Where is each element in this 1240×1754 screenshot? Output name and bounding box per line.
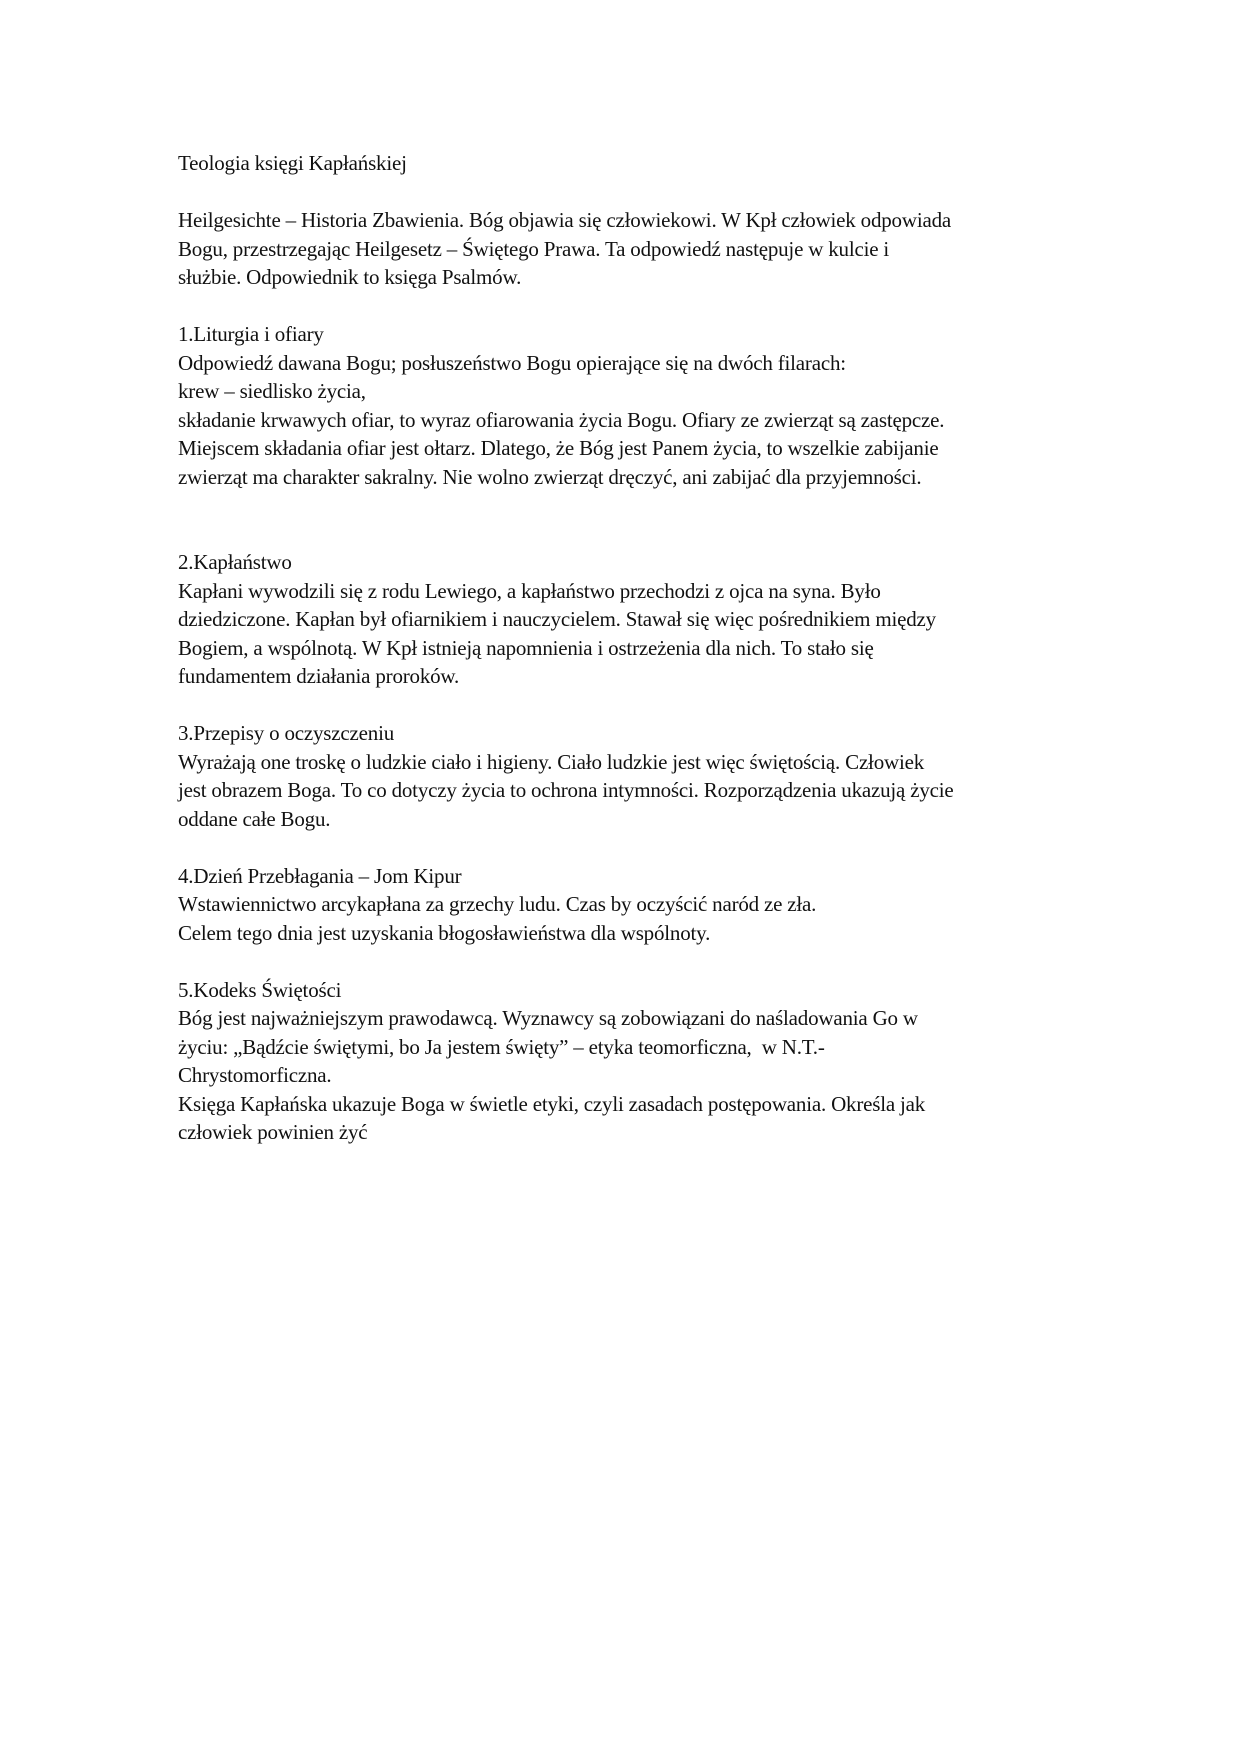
section-dzien-przeblagania (178, 862, 1138, 948)
section-heading: 3.Przepisy o oczyszczeniu (178, 721, 395, 745)
section-kodeks-swietosci (178, 976, 1138, 1147)
section-line: Bóg jest najważniejszym prawodawcą. Wyznawcy są zobowiązani do naśladowania Go w (178, 1006, 918, 1030)
section-line: człowiek powinien żyć (178, 1120, 368, 1144)
section-line: Celem tego dnia jest uzyskania błogosławieństwa dla wspólnoty. (178, 920, 711, 945)
section-line: składanie krwawych ofiar, to wyraz ofiarowania życia Bogu. Ofiary ze zwierząt są zastępcze. (178, 407, 945, 432)
section-heading: 2.Kapłaństwo (178, 550, 292, 574)
intro-line: Bogu, przestrzegając Heilgesetz – Świętego Prawa. Ta odpowiedź następuje w kulcie i (178, 236, 890, 261)
section-liturgia (178, 320, 1138, 491)
intro-paragraph (178, 206, 1138, 292)
section-kaplanstwo (178, 548, 1138, 691)
section-line: Miejscem składania ofiar jest ołtarz. Dlatego, że Bóg jest Panem życia, to wszelkie zabijanie (178, 436, 939, 460)
section-line: Bogiem, a wspólnotą. W Kpł istnieją napomnienia i ostrzeżenia dla nich. To stało się (178, 635, 874, 660)
section-line: Chrystomorficzna. (178, 1063, 332, 1087)
section-line: Wyrażają one troskę o ludzkie ciało i higieny. Ciało ludzkie jest więc świętością. Człowiek (178, 749, 925, 774)
section-line: Kapłani wywodzili się z rodu Lewiego, a kapłaństwo przechodzi z ojca na syna. Było (178, 578, 881, 603)
section-line: Księga Kapłańska ukazuje Boga w świetle etyki, czyli zasadach postępowania. Określa jak (178, 1091, 926, 1116)
section-line: oddane całe Bogu. (178, 806, 331, 831)
section-przepisy (178, 719, 1138, 833)
document-title: Teologia księgi Kapłańskiej (178, 151, 407, 175)
section-line: jest obrazem Boga. To co dotyczy życia to ochrona intymności. Rozporządzenia ukazują życie (178, 778, 954, 802)
section-heading: 4.Dzień Przebłagania – Jom Kipur (178, 863, 462, 888)
section-line: fundamentem działania proroków. (178, 664, 460, 688)
section-line: dziedziczone. Kapłan był ofiarnikiem i nauczycielem. Stawał się więc pośrednikiem między (178, 607, 936, 631)
section-line: zwierząt ma charakter sakralny. Nie wolno zwierząt dręczyć, ani zabijać dla przyjemności. (178, 464, 922, 489)
document-page (178, 149, 1138, 1175)
section-heading: 5.Kodeks Świętości (178, 977, 342, 1002)
intro-line: służbie. Odpowiednik to księga Psalmów. (178, 265, 522, 289)
section-line: Wstawiennictwo arcykapłana za grzechy ludu. Czas by oczyścić naród ze zła. (178, 892, 817, 916)
section-line: życiu: „Bądźcie świętymi, bo Ja jestem święty” – etyka teomorficzna, w N.T.- (178, 1034, 825, 1059)
section-heading: 1.Liturgia i ofiary (178, 322, 324, 346)
intro-line: Heilgesichte – Historia Zbawienia. Bóg objawia się człowiekowi. W Kpł człowiek odpowiada (178, 208, 951, 232)
section-line: krew – siedlisko życia, (178, 379, 366, 403)
section-line: Odpowiedź dawana Bogu; posłuszeństwo Bogu opierające się na dwóch filarach: (178, 350, 846, 375)
